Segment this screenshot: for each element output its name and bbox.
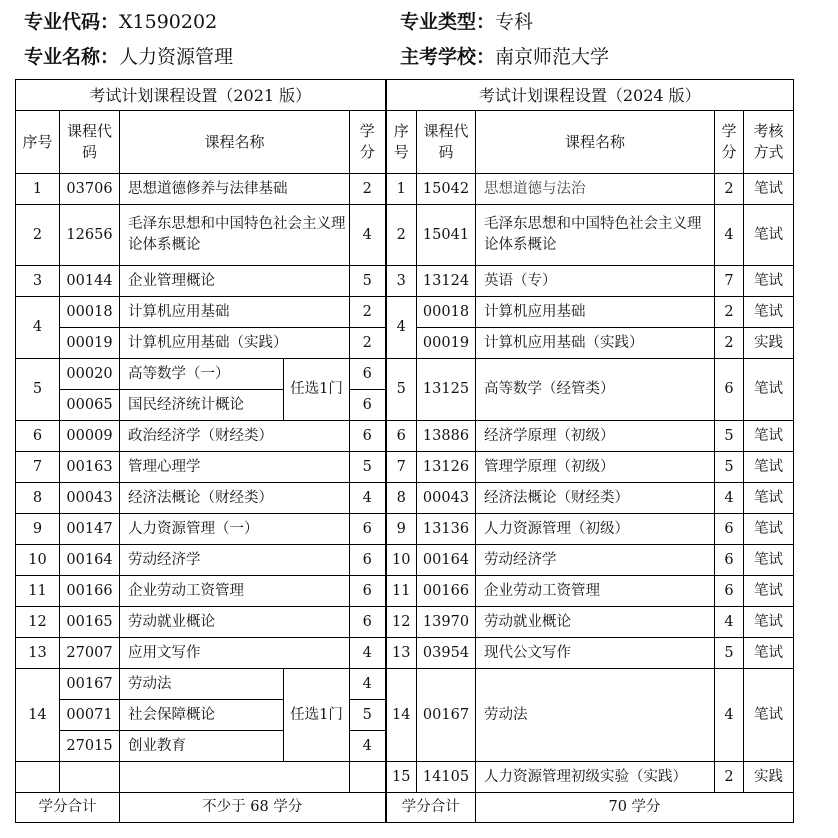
left-course-name: 劳动经济学	[120, 545, 350, 576]
right-seq: 6	[386, 421, 417, 452]
right-seq: 3	[386, 266, 417, 297]
exam-school	[400, 45, 609, 69]
left-credit: 4	[350, 483, 386, 514]
right-credit: 2	[715, 328, 744, 359]
left-seq: 1	[16, 174, 60, 205]
right-code: 15042	[417, 174, 476, 205]
right-credit: 6	[715, 576, 744, 607]
left-empty-cell	[16, 762, 60, 793]
left-seq: 7	[16, 452, 60, 483]
right-seq: 11	[386, 576, 417, 607]
header-code: 课程代码	[417, 111, 476, 174]
left-code: 00071	[60, 700, 120, 731]
left-course-name: 应用文写作	[120, 638, 350, 669]
right-course-name: 经济法概论（财经类）	[476, 483, 715, 514]
right-code: 00019	[417, 328, 476, 359]
right-exam: 笔试	[744, 669, 794, 762]
header-seq: 序号	[16, 111, 60, 174]
right-exam: 笔试	[744, 266, 794, 297]
left-code: 00144	[60, 266, 120, 297]
left-credit: 6	[350, 359, 386, 390]
left-seq: 13	[16, 638, 60, 669]
left-course-name: 企业管理概论	[120, 266, 350, 297]
header-name: 课程名称	[120, 111, 350, 174]
left-course-name: 劳动就业概论	[120, 607, 350, 638]
table-row	[16, 607, 794, 638]
elective-note: 任选1门	[284, 669, 350, 762]
major-code-label: 专业代码：	[24, 11, 120, 33]
major-type-label: 专业类型：	[400, 11, 496, 33]
left-code: 00065	[60, 390, 120, 421]
right-course-name: 计算机应用基础（实践）	[476, 328, 715, 359]
elective-note: 任选1门	[284, 359, 350, 421]
left-credit: 6	[350, 545, 386, 576]
left-course-name: 创业教育	[120, 731, 284, 762]
right-seq: 1	[386, 174, 417, 205]
left-empty-cell	[350, 762, 386, 793]
left-code: 00043	[60, 483, 120, 514]
table-row	[16, 452, 794, 483]
left-credit: 6	[350, 576, 386, 607]
left-course-name: 政治经济学（财经类）	[120, 421, 350, 452]
left-code: 00166	[60, 576, 120, 607]
left-code: 00167	[60, 669, 120, 700]
left-course-name: 毛泽东思想和中国特色社会主义理论体系概论	[120, 205, 350, 266]
right-seq: 5	[386, 359, 417, 421]
left-code: 12656	[60, 205, 120, 266]
left-credit: 4	[350, 731, 386, 762]
header-credit: 学分	[715, 111, 744, 174]
exam-school-value: 南京师范大学	[495, 46, 610, 68]
major-name-label: 专业名称：	[24, 46, 120, 68]
left-credit: 5	[350, 700, 386, 731]
right-course-name: 经济学原理（初级）	[476, 421, 715, 452]
left-course-name: 经济法概论（财经类）	[120, 483, 350, 514]
right-credit: 2	[715, 297, 744, 328]
left-code: 00018	[60, 297, 120, 328]
course-plan-table	[15, 79, 794, 823]
right-seq: 10	[386, 545, 417, 576]
table-row	[16, 297, 794, 328]
right-course-name: 劳动法	[476, 669, 715, 762]
left-course-name: 计算机应用基础	[120, 297, 350, 328]
left-course-name: 高等数学（一）	[120, 359, 284, 390]
left-seq: 2	[16, 205, 60, 266]
left-code: 00020	[60, 359, 120, 390]
major-name	[24, 45, 233, 69]
right-code: 14105	[417, 762, 476, 793]
right-code: 00167	[417, 669, 476, 762]
right-code: 13125	[417, 359, 476, 421]
left-total-label: 学分合计	[16, 793, 120, 823]
left-empty-cell	[120, 762, 350, 793]
right-exam: 笔试	[744, 174, 794, 205]
right-course-name: 高等数学（经管类）	[476, 359, 715, 421]
right-credit: 2	[715, 174, 744, 205]
right-exam: 笔试	[744, 421, 794, 452]
left-seq: 14	[16, 669, 60, 762]
left-seq: 4	[16, 297, 60, 359]
right-code: 00166	[417, 576, 476, 607]
right-exam: 实践	[744, 328, 794, 359]
table-row	[16, 762, 794, 793]
exam-school-label: 主考学校：	[400, 46, 496, 68]
left-course-name: 社会保障概论	[120, 700, 284, 731]
right-exam: 笔试	[744, 545, 794, 576]
left-credit: 4	[350, 669, 386, 700]
table-row	[16, 638, 794, 669]
right-seq: 7	[386, 452, 417, 483]
left-code: 00147	[60, 514, 120, 545]
right-code: 03954	[417, 638, 476, 669]
right-code: 13970	[417, 607, 476, 638]
right-seq: 13	[386, 638, 417, 669]
left-code: 00165	[60, 607, 120, 638]
right-code: 00018	[417, 297, 476, 328]
left-code: 00163	[60, 452, 120, 483]
left-credit: 5	[350, 452, 386, 483]
right-seq: 12	[386, 607, 417, 638]
table-row	[16, 359, 794, 390]
left-code: 03706	[60, 174, 120, 205]
right-credit: 7	[715, 266, 744, 297]
left-credit: 6	[350, 421, 386, 452]
table-row	[16, 483, 794, 514]
left-seq: 8	[16, 483, 60, 514]
right-exam: 笔试	[744, 576, 794, 607]
title-2024: 考试计划课程设置（2024 版）	[386, 80, 794, 111]
left-credit: 6	[350, 390, 386, 421]
left-seq: 6	[16, 421, 60, 452]
right-course-name: 人力资源管理初级实验（实践）	[476, 762, 715, 793]
right-exam: 笔试	[744, 297, 794, 328]
right-credit: 6	[715, 359, 744, 421]
right-credit: 5	[715, 638, 744, 669]
table-row	[16, 205, 794, 266]
left-seq: 5	[16, 359, 60, 421]
header-exam: 考核方式	[744, 111, 794, 174]
right-code: 13136	[417, 514, 476, 545]
left-course-name: 劳动法	[120, 669, 284, 700]
right-code: 00164	[417, 545, 476, 576]
right-code: 13886	[417, 421, 476, 452]
right-credit: 5	[715, 421, 744, 452]
table-row	[16, 576, 794, 607]
right-seq: 9	[386, 514, 417, 545]
major-code	[24, 10, 217, 34]
major-name-value: 人力资源管理	[119, 46, 234, 68]
table-row	[16, 545, 794, 576]
right-credit: 4	[715, 669, 744, 762]
header-code: 课程代码	[60, 111, 120, 174]
right-credit: 4	[715, 607, 744, 638]
right-course-name: 企业劳动工资管理	[476, 576, 715, 607]
left-seq: 12	[16, 607, 60, 638]
table-row	[16, 421, 794, 452]
left-credit: 5	[350, 266, 386, 297]
left-course-name: 管理心理学	[120, 452, 350, 483]
header-name: 课程名称	[476, 111, 715, 174]
right-seq: 2	[386, 205, 417, 266]
totals-row	[16, 793, 794, 823]
table-row	[16, 174, 794, 205]
right-credit: 5	[715, 452, 744, 483]
table-row	[16, 266, 794, 297]
title-2021: 考试计划课程设置（2021 版）	[16, 80, 386, 111]
left-empty-cell	[60, 762, 120, 793]
right-course-name: 人力资源管理（初级）	[476, 514, 715, 545]
right-code: 00043	[417, 483, 476, 514]
right-course-name: 英语（专）	[476, 266, 715, 297]
major-type	[400, 10, 533, 34]
left-seq: 11	[16, 576, 60, 607]
left-code: 00009	[60, 421, 120, 452]
left-course-name: 思想道德修养与法律基础	[120, 174, 350, 205]
major-type-value: 专科	[495, 11, 534, 33]
right-credit: 4	[715, 205, 744, 266]
left-code: 00164	[60, 545, 120, 576]
left-course-name: 企业劳动工资管理	[120, 576, 350, 607]
right-exam: 笔试	[744, 483, 794, 514]
left-credit: 2	[350, 174, 386, 205]
left-code: 27015	[60, 731, 120, 762]
left-course-name: 人力资源管理（一）	[120, 514, 350, 545]
left-total-value: 不少于 68 学分	[120, 793, 386, 823]
header-seq: 序号	[386, 111, 417, 174]
right-seq: 15	[386, 762, 417, 793]
right-course-name: 思想道德与法治	[476, 174, 715, 205]
right-total-value: 70 学分	[476, 793, 794, 823]
right-credit: 6	[715, 545, 744, 576]
right-course-name: 计算机应用基础	[476, 297, 715, 328]
left-code: 00019	[60, 328, 120, 359]
right-course-name: 现代公文写作	[476, 638, 715, 669]
left-credit: 4	[350, 205, 386, 266]
right-credit: 2	[715, 762, 744, 793]
right-exam: 笔试	[744, 514, 794, 545]
right-course-name: 劳动就业概论	[476, 607, 715, 638]
right-exam: 笔试	[744, 452, 794, 483]
major-code-value: X1590202	[119, 11, 218, 33]
right-exam: 笔试	[744, 205, 794, 266]
right-code: 13124	[417, 266, 476, 297]
right-exam: 笔试	[744, 638, 794, 669]
table-row	[16, 669, 794, 700]
right-code: 13126	[417, 452, 476, 483]
left-code: 27007	[60, 638, 120, 669]
right-seq: 4	[386, 297, 417, 359]
right-total-label: 学分合计	[386, 793, 476, 823]
left-credit: 2	[350, 328, 386, 359]
left-credit: 2	[350, 297, 386, 328]
left-course-name: 国民经济统计概论	[120, 390, 284, 421]
right-exam: 笔试	[744, 607, 794, 638]
left-seq: 3	[16, 266, 60, 297]
right-exam: 实践	[744, 762, 794, 793]
right-course-name: 管理学原理（初级）	[476, 452, 715, 483]
left-seq: 9	[16, 514, 60, 545]
table-row	[16, 514, 794, 545]
right-seq: 8	[386, 483, 417, 514]
right-course-name: 毛泽东思想和中国特色社会主义理论体系概论	[476, 205, 715, 266]
right-seq: 14	[386, 669, 417, 762]
left-credit: 6	[350, 514, 386, 545]
left-course-name: 计算机应用基础（实践）	[120, 328, 350, 359]
right-course-name: 劳动经济学	[476, 545, 715, 576]
right-code: 15041	[417, 205, 476, 266]
left-credit: 4	[350, 638, 386, 669]
left-seq: 10	[16, 545, 60, 576]
right-credit: 6	[715, 514, 744, 545]
header-credit: 学分	[350, 111, 386, 174]
right-exam: 笔试	[744, 359, 794, 421]
right-credit: 4	[715, 483, 744, 514]
left-credit: 6	[350, 607, 386, 638]
